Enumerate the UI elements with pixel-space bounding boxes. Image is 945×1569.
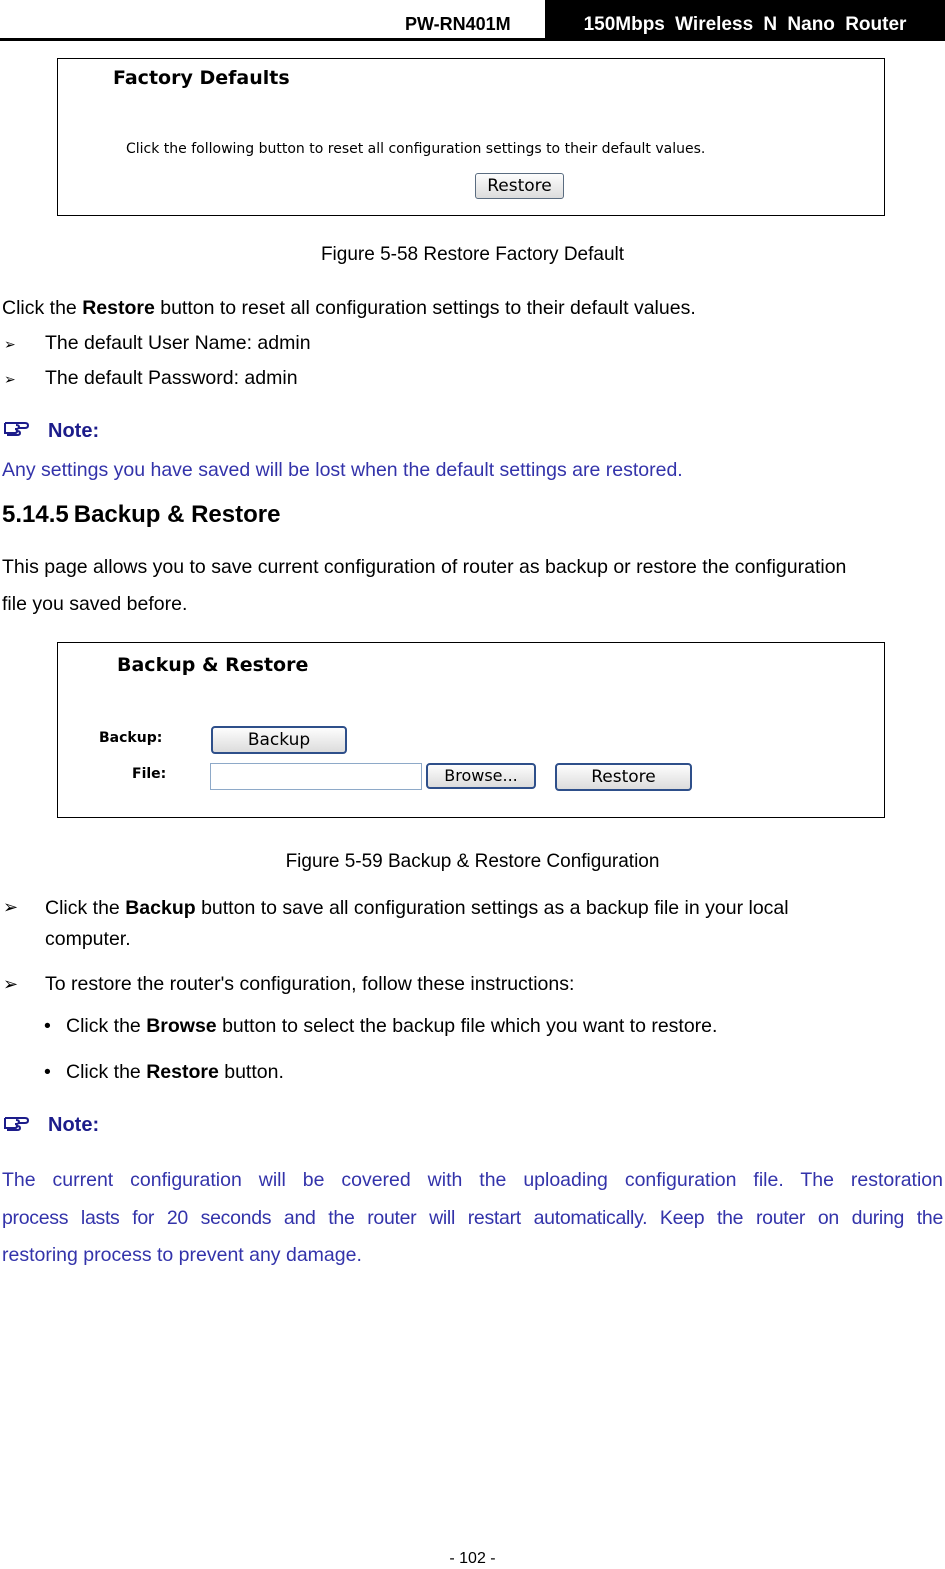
figure-58-caption: Figure 5-58 Restore Factory Default	[320, 244, 625, 265]
substep-restore	[66, 1061, 284, 1084]
substep-restore-bold: Restore	[146, 1061, 219, 1083]
restore-config-button[interactable]: Restore	[555, 763, 692, 791]
restore-paragraph-bold: Restore	[82, 297, 155, 319]
browse-button[interactable]: Browse...	[426, 763, 536, 789]
dot-bullet-icon: •	[44, 1061, 51, 1083]
substep-restore-post: button.	[218, 1061, 284, 1083]
restore-button[interactable]: Restore	[475, 173, 564, 199]
backup-label: Backup:	[99, 730, 163, 746]
backup-restore-screenshot	[57, 642, 885, 818]
section-title: Backup & Restore	[73, 501, 281, 528]
file-input[interactable]	[210, 763, 422, 790]
pointing-hand-icon	[3, 1112, 37, 1137]
dot-bullet-icon: •	[44, 1015, 51, 1037]
arrow-bullet-icon: ➢	[3, 974, 19, 994]
restore-paragraph-pre: Click the	[2, 297, 83, 319]
backup-button[interactable]: Backup	[211, 726, 347, 754]
intro-line-2: file you saved before.	[2, 593, 188, 615]
factory-defaults-text: Click the following button to reset all configuration settings to their default values.	[126, 141, 706, 157]
backup-restore-title: Backup & Restore	[117, 654, 309, 676]
pointing-hand-icon	[3, 417, 37, 442]
substep-browse	[66, 1015, 717, 1038]
section-number: 5.14.5	[2, 501, 69, 528]
step-backup-post: button to save all configuration settings as a backup file in your local	[195, 897, 789, 919]
step-backup-bold: Backup	[125, 897, 196, 919]
note-text: Any settings you have saved will be lost when the default settings are restored.	[2, 459, 683, 481]
factory-defaults-title: Factory Defaults	[113, 67, 290, 89]
file-label: File:	[132, 766, 167, 782]
step-backup-line-2: computer.	[45, 928, 131, 950]
substep-browse-bold: Browse	[146, 1015, 217, 1037]
section-heading	[2, 501, 280, 529]
header-product: 150Mbps Wireless N Nano Router	[583, 14, 907, 35]
default-password-item: The default Password: admin	[45, 367, 298, 389]
note-text-line-2: process lasts for 20 seconds and the router will restart automatically. Keep the router on during the	[2, 1207, 943, 1229]
step-backup-pre: Click the	[45, 897, 126, 919]
header-product-box	[545, 0, 945, 40]
arrow-bullet-icon: ➢	[3, 897, 19, 917]
note-text-line-3: restoring process to prevent any damage.	[2, 1244, 362, 1266]
arrow-bullet-icon: ➢	[4, 371, 16, 387]
header-rule	[0, 38, 945, 41]
intro-line-1: This page allows you to save current configuration of router as backup or restore the configuration	[2, 556, 847, 578]
substep-browse-post: button to select the backup file which you want to restore.	[216, 1015, 718, 1037]
step-backup	[45, 897, 789, 920]
factory-defaults-screenshot	[57, 58, 885, 216]
restore-paragraph	[2, 297, 696, 320]
page-number: - 102 -	[449, 1550, 496, 1567]
note-text-line-1: The current configuration will be covered with the uploading configuration file. The restoration	[2, 1169, 943, 1191]
substep-restore-pre: Click the	[66, 1061, 147, 1083]
header-model: PW-RN401M	[405, 14, 511, 34]
restore-paragraph-post: button to reset all configuration settings to their default values.	[154, 297, 696, 319]
default-username-item: The default User Name: admin	[45, 332, 311, 354]
note-label: Note:	[48, 420, 100, 442]
substep-browse-pre: Click the	[66, 1015, 147, 1037]
figure-59-caption: Figure 5-59 Backup & Restore Configuration	[285, 851, 660, 872]
arrow-bullet-icon: ➢	[4, 336, 16, 352]
step-restore: To restore the router's configuration, follow these instructions:	[45, 973, 575, 995]
note-label: Note:	[48, 1114, 100, 1136]
